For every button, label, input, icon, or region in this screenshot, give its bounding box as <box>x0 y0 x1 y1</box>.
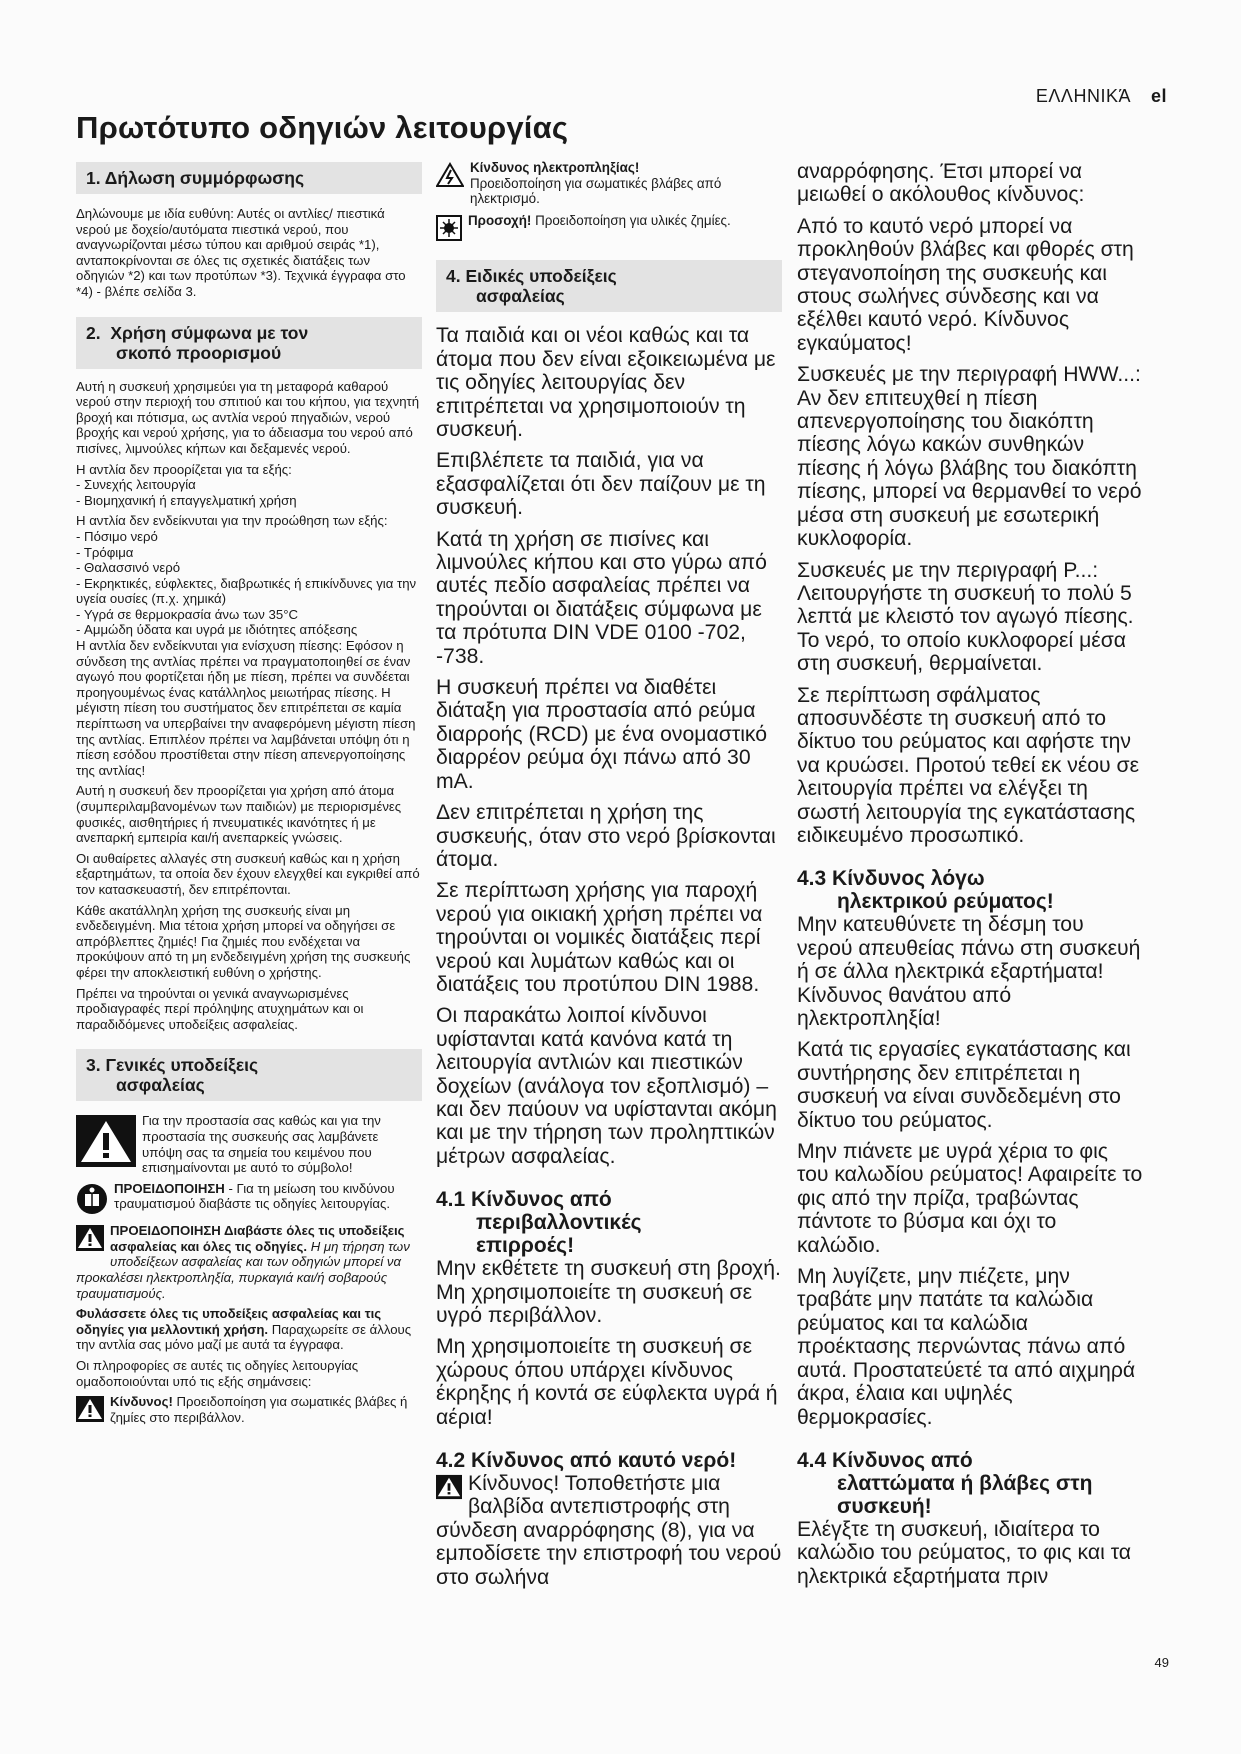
section-2-title-line-2: σκοπό προορισμού <box>116 342 282 363</box>
column-3 <box>797 160 1143 1596</box>
page-title: Πρωτότυπο οδηγιών λειτουργίας <box>76 110 569 145</box>
page-number: 49 <box>1154 1655 1169 1670</box>
paragraph: Από το καυτό νερό μπορεί να προκληθούν βλάβες και φθορές στη στεγανοποίηση της συσκευής και στους σωλήνες σύνδεσης και να εξέλθει καυτό νερό. Κίνδυνος εγκαύματος! <box>797 214 1134 355</box>
language-indicator <box>1036 86 1167 107</box>
warning-text: - Για τη μείωση του κινδύνου τραυματισμού διαβάστε τις οδηγίες λειτουργίας. <box>114 1180 395 1212</box>
read-manual-icon <box>76 1183 108 1219</box>
caution-label: Προσοχή! <box>468 212 532 228</box>
subsection-title-line: 4.4 Κίνδυνος από <box>797 1448 973 1472</box>
paragraph: Σε περίπτωση σφάλματος αποσυνδέστε τη συσκευή από το δίκτυο του ρεύματος και αφήστε την να κρυώσει. Προτού τεθεί εκ νέου σε λειτουργία πρέπει να ελέγξει τη σωστή λειτουργία της εγκατάστασης ειδικευμένο προσωπικό. <box>797 683 1140 847</box>
paragraph: Μη χρησιμοποιείτε τη συσκευή σε χώρους όπου υπάρχει κίνδυνος έκρηξης ή κοντά σε εύφλεκτα υγρά ή αέρια! <box>436 1335 778 1429</box>
warning-triangle-icon <box>76 1225 104 1255</box>
warning-label: Κίνδυνος ηλεκτροπληξίας! <box>470 160 640 175</box>
body-text: Παραχωρείτε σε άλλους την αντλία σας μόνο μαζί με αυτά τα έγγραφα. <box>76 1321 412 1353</box>
paragraph <box>76 1113 422 1175</box>
paragraph: αναρρόφησης. Έτσι μπορεί να μειωθεί ο ακόλουθος κίνδυνος: <box>797 160 1085 207</box>
section-4-body <box>436 324 782 1589</box>
warning-text: Η μη τήρηση των υποδείξεων ασφαλείας και των οδηγιών μπορεί να προκαλέσει ηλεκτροπληξία, πυρκαγιά και/ή σοβαρούς τραυματισμούς. <box>76 1238 410 1301</box>
body-text: Κίνδυνος! Τοποθετήστε μια βαλβίδα αντεπιστροφής στη σύνδεση αναρρόφησης (8), για να εμποδίσετε την επιστροφή του νερού στο σωλήνα <box>436 1472 782 1589</box>
list-item: - Υγρά σε θερμοκρασία άνω των 35°C <box>76 606 298 622</box>
section-4-heading <box>436 260 782 312</box>
paragraph <box>76 1223 422 1301</box>
paragraph: Σε περίπτωση χρήσης για παροχή νερού για οικιακή χρήση πρέπει να τηρούνται οι νομικές διατάξεις περί νερού και λυμάτων καθώς και οι διατάξεις του προτύπου DIN 1988. <box>436 879 763 996</box>
subsection-4-4-heading <box>797 1449 1143 1518</box>
section-4-title-line-2: ασφαλείας <box>476 286 565 307</box>
section-3-heading <box>76 1049 422 1101</box>
paragraph: Επιβλέπετε τα παιδιά, για να εξασφαλίζεται ότι δεν παίζουν με τη συσκευή. <box>436 449 766 520</box>
paragraph <box>76 1306 422 1353</box>
paragraph <box>76 1394 422 1426</box>
caution-text: Προειδοποίηση για υλικές ζημίες. <box>531 212 731 228</box>
danger-label: Κίνδυνος! <box>110 1394 173 1410</box>
list-item: - Συνεχής λειτουργία <box>76 477 196 493</box>
danger-icon <box>436 1474 462 1505</box>
paragraph: Αυτή η συσκευή χρησιμεύει για τη μεταφορά καθαρού νερού στην περιοχή του σπιτιού και του κήπου, για τεχνητή βροχή και πότισμα, ως αντλία νερού πηγαδιών, νερού βροχής και νερού χρήσης, για το άδειασμα του νερού από πισίνες, λιμνούλες κήπων και δεξαμενές νερού. <box>76 378 420 456</box>
paragraph: Κατά τις εργασίες εγκατάστασης και συντήρησης δεν επιτρέπεται η συσκευή να είναι συνδεδεμένη στο δίκτυο του ρεύματος. <box>797 1038 1131 1132</box>
paragraph: Οι παρακάτω λοιποί κίνδυνοι υφίστανται κατά κανόνα κατά τη λειτουργία αντλιών και πιεστικών δοχείων (ανάλογα τον εξοπλισμό) – και δεν παύουν να υφίστανται ακόμη και με την τήρηση των προληπτικών μέτρων ασφαλείας. <box>436 1004 777 1168</box>
subsection-4-2-heading: 4.2 Κίνδυνος από καυτό νερό! <box>436 1449 737 1473</box>
list-item: - Τρόφιμα <box>76 544 134 560</box>
column-2 <box>436 160 782 1597</box>
symbol-explanation: Για την προστασία σας καθώς και για την προστασία της συσκευής σας λαμβάνετε υπόψη σας τα σημεία του κειμένου που επισημαίνονται με αυτό το σύμβολο! <box>142 1113 381 1176</box>
paragraph: Κατά τη χρήση σε πισίνες και λιμνούλες κήπου και στο γύρω από αυτές πεδίο ασφαλείας πρέπει να τηρούνται οι διατάξεις σύμφωνα με τα πρότυπα DIN VDE 0100 -702, -738. <box>436 527 767 668</box>
paragraph <box>436 213 782 245</box>
section-2-title-line-1: Χρήση σύμφωνα με τον <box>110 322 309 343</box>
paragraph: Οι πληροφορίες σε αυτές τις οδηγίες λειτουργίας ομαδοποιούνται υπό τις εξής σημάνσεις: <box>76 1358 359 1389</box>
caution-icon <box>436 215 462 245</box>
section-2-heading <box>76 317 422 369</box>
list-item: - Εκρηκτικές, εύφλεκτες, διαβρωτικές ή επικίνδυνες για την υγεία ουσίες (π.χ. χημικά) <box>76 575 417 607</box>
paragraph <box>436 1472 782 1589</box>
paragraph: Μην εκθέτετε τη συσκευή στη βροχή. Μη χρησιμοποιείτε τη συσκευή σε υγρό περιβάλλον. <box>436 1257 781 1327</box>
column-1 <box>76 162 422 1431</box>
section-1-heading <box>76 162 422 194</box>
warning-text: Προειδοποίηση για σωματικές βλάβες από ηλεκτρισμό. <box>470 175 722 207</box>
paragraph <box>76 462 422 509</box>
subsection-title-line: ηλεκτρικού ρεύματος! <box>837 890 1054 914</box>
paragraph: Η αντλία δεν ενδείκνυται για ενίσχυση πίεσης: Εφόσον η σύνδεση της αντλίας πρέπει να πραγματοποιηθεί σε έναν αγωγό που φορτίζεται ήδη με πίεση, πρέπει να συνδέεται προηγουμένως ένας κατάλληλος μειωτήρας πίεσης. Η μέγιστη πίεση του συστήματος δεν επιτρέπεται σε καμία περίπτωση να υπερβαίνει την αναφερόμενη μέγιστη πίεση της αντλίας. Επιπλέον πρέπει να λαμβάνεται υπόψη ότι η πίεση εσόδου προστίθεται στην πίεση απενεργοποίησης της αντλίας! <box>76 638 416 778</box>
section-1-text: Δηλώνουμε με ιδία ευθύνη: Αυτές οι αντλίες/ πιεστικά νερού με δοχείο/αυτόματα πιεστικά νερού, που αναγνωρίζονται μέσω τύπου και αριθμού σειράς *1), ανταποκρίνονται σε όλες τις σχετικές διατάξεις των οδηγιών *2) και των προτύπων *3). Τεχνικά έγγραφα στο *4) - βλέπε σελίδα 3. <box>76 206 406 299</box>
paragraph: Δεν επιτρέπεται η χρήση της συσκευής, όταν στο νερό βρίσκονται άτομα. <box>436 801 776 871</box>
paragraph: Κάθε ακατάλληλη χρήση της συσκευής είναι μη ενδεδειγμένη. Μια τέτοια χρήση μπορεί να οδηγήσει σε απρόβλεπτες ζημιές! Για ζημιές που ενδέχεται να προκύψουν από τη μη ενδεδειγμένη χρήση της συσκευής φέρει την αποκλειστική ευθύνη ο χρήστης. <box>76 902 411 980</box>
subsection-4-1-heading <box>436 1188 782 1257</box>
warning-triangle-icon <box>76 1115 136 1171</box>
subsection-title-line: επιρροές! <box>476 1234 575 1258</box>
paragraph <box>436 160 782 207</box>
subsection-title-line: ελαττώματα ή βλάβες στη <box>837 1471 1093 1495</box>
warning-label: ΠΡΟΕΙΔΟΠΟΙΗΣΗ <box>114 1180 225 1196</box>
subsection-title-line: συσκευή! <box>837 1494 932 1518</box>
paragraph: Μη λυγίζετε, μην πιέζετε, μην τραβάτε μην πατάτε τα καλώδια ρεύματος και τα καλώδια προέκτασης περνώντας πάνω από αυτά. Προστατεύετέ τα από αιχμηρά άκρα, έλαια και υψηλές θερμοκρασίες. <box>797 1265 1136 1429</box>
emphasis-text: Φυλάσσετε όλες τις υποδείξεις ασφαλείας και τις οδηγίες για μελλοντική χρήση. <box>76 1306 382 1337</box>
list-item: - Πόσιμο νερό <box>76 528 158 544</box>
danger-icon <box>76 1396 104 1426</box>
language-name: ΕΛΛΗΝΙΚΆ <box>1035 86 1131 106</box>
paragraph: Πρέπει να τηρούνται οι γενικά αναγνωρισμένες προδιαγραφές περί πρόληψης ατυχημάτων και οι παραδιδόμενες υποδείξεις ασφαλείας. <box>76 985 364 1032</box>
paragraph: Μην πιάνετε με υγρά χέρια το φις του καλωδίου ρεύματος! Αφαιρείτε το φις από την πρίζα, τραβώντας πάντοτε το βύσμα και όχι το καλώδιο. <box>797 1140 1143 1257</box>
warning-label: ΠΡΟΕΙΔΟΠΟΙΗΣΗ Διαβάστε όλες τις υποδείξεις ασφαλείας και όλες τις οδηγίες. <box>110 1223 405 1254</box>
paragraph: Η συσκευή πρέπει να διαθέτει διάταξη για προστασία από ρεύμα διαρροής (RCD) με ένα ονομαστικό διαρρέον ρεύμα όχι πάνω από 30 mA. <box>436 676 768 793</box>
paragraph: Ελέγξτε τη συσκευή, ιδιαίτερα το καλώδιο του ρεύματος, το φις και τα ηλεκτρικά εξαρτήματα πριν <box>797 1517 1132 1588</box>
section-3-title-line-1: 3. Γενικές υποδείξεις <box>86 1055 259 1076</box>
paragraph: Μην κατευθύνετε τη δέσμη του νερού απευθείας πάνω στη συσκευή ή σε άλλα ηλεκτρικά εξαρτήματα! Κίνδυνος θανάτου από ηλεκτροπληξία! <box>797 913 1141 1030</box>
list-item: - Αμμώδη ύδατα και υγρά με ιδιότητες απόξεσης <box>76 622 358 638</box>
paragraph: Αυτή η συσκευή δεν προορίζεται για χρήση από άτομα (συμπεριλαμβανομένων των παιδιών) με περιορισμένες φυσικές, αισθητήριες ή πνευματικές ικανότητες ή με ανεπαρκή εμπειρία και/ή ανεπαρκείς γνώσεις. <box>76 783 402 846</box>
paragraph <box>76 513 422 638</box>
subsection-4-3-heading <box>797 867 1143 913</box>
language-code: el <box>1150 86 1167 106</box>
list-heading: Η αντλία δεν προορίζεται για τα εξής: <box>76 461 292 477</box>
section-4-title-line-1: 4. Ειδικές υποδείξεις <box>446 266 617 287</box>
subsection-title-line: περιβαλλοντικές <box>476 1211 642 1235</box>
list-item: - Θαλασσινό νερό <box>76 560 181 576</box>
danger-text: Προειδοποίηση για σωματικές βλάβες ή ζημίες στο περιβάλλον. <box>110 1394 408 1425</box>
paragraph: Συσκευές με την περιγραφή HWW...: Αν δεν επιτευχθεί η πίεση απενεργοποίησης του διακόπτη πίεσης λόγω κακών συνθηκών πίεσης ή λόγω βλάβης του διακόπτη πίεσης, μπορεί να θερμανθεί το νερό μέσα στη συσκευή με εσωτερική κυκλοφορία. <box>797 363 1142 551</box>
subsection-title-line: 4.1 Κίνδυνος από <box>436 1188 612 1212</box>
section-2-number: 2. <box>86 322 101 343</box>
electric-shock-icon <box>436 162 464 192</box>
list-heading: Η αντλία δεν ενδείκνυται για την προώθηση των εξής: <box>76 513 388 529</box>
paragraph: Συσκευές με την περιγραφή P...: Λειτουργήστε τη συσκευή το πολύ 5 λεπτά με κλειστό τον αγωγό πίεσης. Το νερό, το οποίο κυκλοφορεί μέσα στη συσκευή, θερμαίνεται. <box>797 558 1134 676</box>
section-1-title: 1. Δήλωση συμμόρφωσης <box>86 168 305 188</box>
paragraph: Τα παιδιά και οι νέοι καθώς και τα άτομα που δεν είναι εξοικειωμένα με τις οδηγίες λειτουργίας δεν επιτρέπεται να χρησιμοποιούν τη συσκευή. <box>436 324 776 441</box>
paragraph <box>76 1181 422 1219</box>
list-item: - Βιομηχανική ή επαγγελματική χρήση <box>76 492 297 508</box>
paragraph: Οι αυθαίρετες αλλαγές στη συσκευή καθώς και η χρήση εξαρτημάτων, τα οποία δεν έχουν ελεγχθεί και εγκριθεί από τον κατασκευαστή, δεν επιτρέπονται. <box>76 850 420 897</box>
section-3-title-line-2: ασφαλείας <box>116 1075 205 1096</box>
subsection-title-line: 4.3 Κίνδυνος λόγω <box>797 867 985 891</box>
